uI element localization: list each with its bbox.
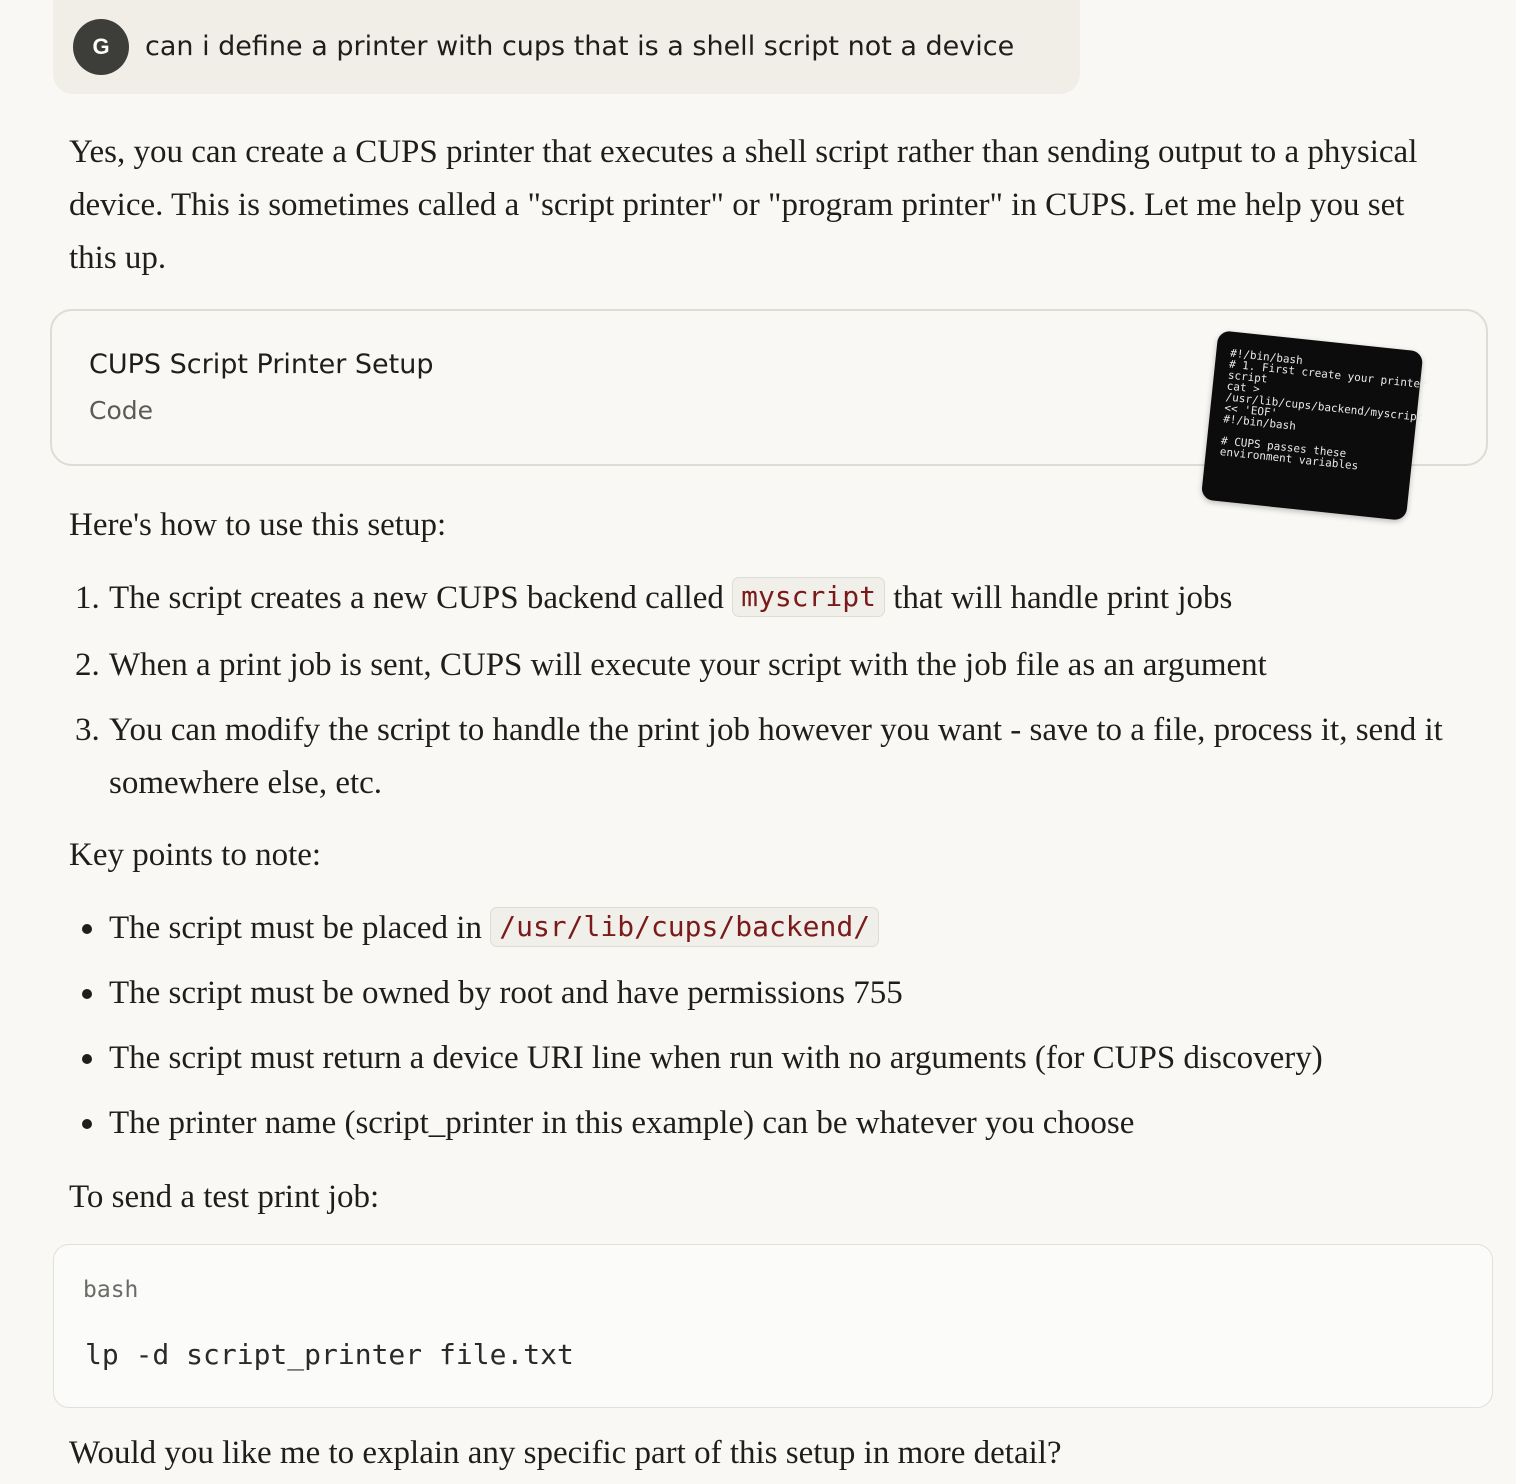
list-item xyxy=(69,639,1449,692)
code-content[interactable]: lp -d script_printer file.txt xyxy=(85,1338,574,1371)
bullet-icon xyxy=(82,924,92,934)
user-message-text: can i define a printer with cups that is a shell script not a device xyxy=(145,31,1015,62)
list-number: 2. xyxy=(75,647,100,683)
response-closing: Would you like me to explain any specific part of this setup in more detail? xyxy=(69,1435,1062,1471)
steps-list xyxy=(69,572,1449,810)
bullet-icon xyxy=(82,989,92,999)
bullet-icon xyxy=(82,1054,92,1064)
list-item xyxy=(69,967,1449,1020)
step-text-after: that will handle print jobs xyxy=(884,580,1233,616)
list-number: 1. xyxy=(75,580,100,616)
list-number: 3. xyxy=(75,712,100,748)
artifact-type: Code xyxy=(89,396,154,425)
list-item xyxy=(69,704,1449,810)
howto-heading: Here's how to use this setup: xyxy=(69,507,447,543)
keypoint-text: The printer name (script_printer in this example) can be whatever you choose xyxy=(109,1105,1135,1141)
list-item xyxy=(69,572,1449,625)
code-block xyxy=(53,1244,1493,1408)
keypoint-text-before: The script must be placed in xyxy=(109,910,491,946)
inline-code: myscript xyxy=(732,577,885,617)
response-intro: Yes, you can create a CUPS printer that executes a shell script rather than sending output to a physical device. This is sometimes called a "script printer" or "program printer" in CUPS. Let me help you set this up. xyxy=(69,134,1418,276)
step-text: When a print job is sent, CUPS will execute your script with the job file as an argument xyxy=(109,647,1267,683)
keypoints-list xyxy=(69,902,1449,1162)
list-item xyxy=(69,1097,1449,1150)
bullet-icon xyxy=(82,1119,92,1129)
step-text: You can modify the script to handle the print job however you want - save to a file, process it, send it somewhere else, etc. xyxy=(109,712,1443,801)
step-text-before: The script creates a new CUPS backend called xyxy=(109,580,733,616)
keypoint-text: The script must be owned by root and have permissions 755 xyxy=(109,975,903,1011)
artifact-preview-text: #!/bin/bash # 1. First create your printer script cat > /usr/lib/cups/backend/myscript << 'EOF' #!/bin/bash # CUPS passes these environment variables xyxy=(1219,346,1428,473)
keypoint-text: The script must return a device URI line when run with no arguments (for CUPS discovery) xyxy=(109,1040,1323,1076)
test-job-heading: To send a test print job: xyxy=(69,1179,380,1215)
artifact-card[interactable] xyxy=(50,309,1488,473)
keypoints-heading: Key points to note: xyxy=(69,837,322,873)
code-language-label: bash xyxy=(83,1277,139,1303)
list-item xyxy=(69,1032,1449,1085)
artifact-code-preview xyxy=(1201,330,1428,521)
artifact-title: CUPS Script Printer Setup xyxy=(89,349,434,380)
inline-code: /usr/lib/cups/backend/ xyxy=(490,907,879,947)
list-item xyxy=(69,902,1449,955)
user-message xyxy=(53,0,1080,94)
user-avatar: G xyxy=(73,19,129,75)
